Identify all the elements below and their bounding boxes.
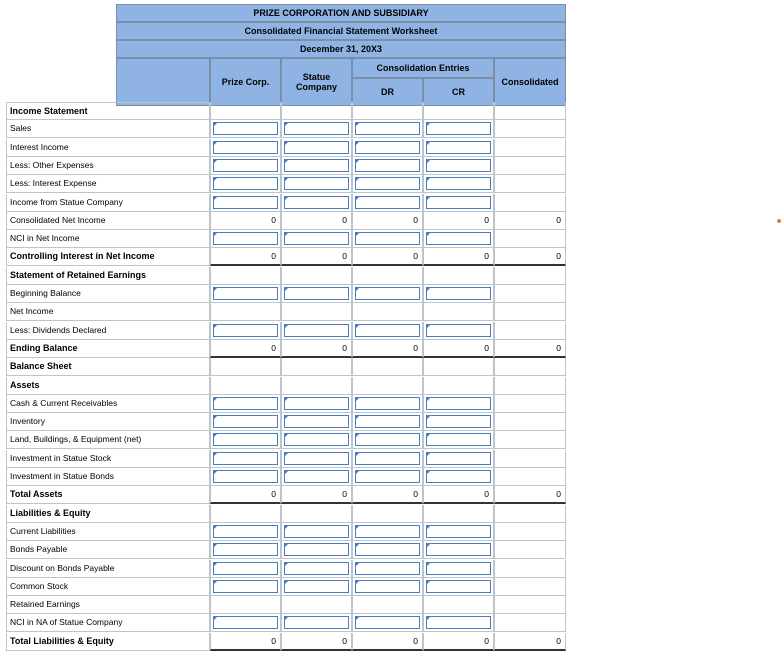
empty-cell-consolidated: [494, 560, 566, 578]
empty-cell-consolidated: [494, 541, 566, 559]
input-cell-cr[interactable]: [423, 395, 494, 413]
row-label: Net Income: [6, 303, 210, 321]
empty-cell-consolidated: [494, 578, 566, 596]
header-consolidated: Consolidated: [494, 58, 566, 106]
empty-cell-statue-company: [281, 596, 352, 614]
input-cell-dr[interactable]: [352, 468, 423, 486]
input-cell-statue-company[interactable]: [281, 578, 352, 596]
input-cell-cr[interactable]: [423, 431, 494, 449]
input-cell-dr[interactable]: [352, 431, 423, 449]
input-cell-prize-corp[interactable]: [210, 560, 281, 578]
input-cell-dr[interactable]: [352, 285, 423, 303]
input-cell-dr[interactable]: [352, 541, 423, 559]
row-label: Investment in Statue Bonds: [6, 468, 210, 486]
value-cell-dr: 0: [352, 248, 423, 266]
empty-cell-cr: [423, 358, 494, 376]
input-cell-dr[interactable]: [352, 578, 423, 596]
input-cell-statue-company[interactable]: [281, 175, 352, 193]
input-cell-statue-company[interactable]: [281, 194, 352, 212]
empty-cell-prize-corp: [210, 102, 281, 120]
input-cell-cr[interactable]: [423, 578, 494, 596]
value-cell-statue-company: 0: [281, 212, 352, 230]
input-cell-statue-company[interactable]: [281, 395, 352, 413]
row-label: Ending Balance: [6, 340, 210, 358]
row-label: Less: Other Expenses: [6, 157, 210, 175]
input-cell-dr[interactable]: [352, 523, 423, 541]
input-cell-cr[interactable]: [423, 450, 494, 468]
row-label: Current Liabilities: [6, 523, 210, 541]
value-cell-dr: 0: [352, 486, 423, 504]
row-label: Consolidated Net Income: [6, 212, 210, 230]
input-cell-dr[interactable]: [352, 194, 423, 212]
value-cell-cr: 0: [423, 633, 494, 651]
input-cell-dr[interactable]: [352, 413, 423, 431]
input-cell-prize-corp[interactable]: [210, 322, 281, 340]
value-cell-dr: 0: [352, 212, 423, 230]
empty-cell-prize-corp: [210, 377, 281, 395]
value-cell-dr: 0: [352, 340, 423, 358]
input-cell-statue-company[interactable]: [281, 230, 352, 248]
input-cell-statue-company[interactable]: [281, 431, 352, 449]
input-cell-statue-company[interactable]: [281, 450, 352, 468]
input-cell-cr[interactable]: [423, 157, 494, 175]
input-cell-prize-corp[interactable]: [210, 541, 281, 559]
worksheet-title: Consolidated Financial Statement Worksheet: [116, 22, 566, 40]
value-cell-consolidated: 0: [494, 212, 566, 230]
input-cell-prize-corp[interactable]: [210, 431, 281, 449]
value-cell-statue-company: 0: [281, 248, 352, 266]
empty-cell-cr: [423, 377, 494, 395]
row-label: Less: Dividends Declared: [6, 322, 210, 340]
input-cell-statue-company[interactable]: [281, 139, 352, 157]
row-label: Beginning Balance: [6, 285, 210, 303]
input-cell-cr[interactable]: [423, 194, 494, 212]
empty-cell-consolidated: [494, 596, 566, 614]
header-spacer-left: [116, 58, 210, 106]
value-cell-prize-corp: 0: [210, 633, 281, 651]
input-cell-prize-corp[interactable]: [210, 120, 281, 138]
empty-cell-consolidated: [494, 102, 566, 120]
empty-cell-dr: [352, 303, 423, 321]
empty-cell-cr: [423, 267, 494, 285]
empty-cell-consolidated: [494, 431, 566, 449]
input-cell-statue-company[interactable]: [281, 523, 352, 541]
empty-cell-consolidated: [494, 157, 566, 175]
input-cell-prize-corp[interactable]: [210, 395, 281, 413]
input-cell-cr[interactable]: [423, 541, 494, 559]
row-label: Statement of Retained Earnings: [6, 267, 210, 285]
value-cell-consolidated: 0: [494, 486, 566, 504]
empty-cell-consolidated: [494, 303, 566, 321]
value-cell-dr: 0: [352, 633, 423, 651]
header-cr: CR: [423, 78, 494, 106]
empty-cell-consolidated: [494, 230, 566, 248]
input-cell-dr[interactable]: [352, 139, 423, 157]
input-cell-prize-corp[interactable]: [210, 139, 281, 157]
input-cell-statue-company[interactable]: [281, 285, 352, 303]
empty-cell-consolidated: [494, 267, 566, 285]
input-cell-prize-corp[interactable]: [210, 157, 281, 175]
input-cell-statue-company[interactable]: [281, 157, 352, 175]
row-label: Bonds Payable: [6, 541, 210, 559]
input-cell-statue-company[interactable]: [281, 614, 352, 632]
input-cell-dr[interactable]: [352, 395, 423, 413]
empty-cell-consolidated: [494, 614, 566, 632]
input-cell-cr[interactable]: [423, 468, 494, 486]
empty-cell-cr: [423, 596, 494, 614]
value-cell-cr: 0: [423, 486, 494, 504]
empty-cell-consolidated: [494, 523, 566, 541]
empty-cell-consolidated: [494, 450, 566, 468]
empty-cell-dr: [352, 377, 423, 395]
value-cell-statue-company: 0: [281, 340, 352, 358]
empty-cell-dr: [352, 596, 423, 614]
row-label: Balance Sheet: [6, 358, 210, 376]
row-label: Common Stock: [6, 578, 210, 596]
input-cell-cr[interactable]: [423, 523, 494, 541]
input-cell-cr[interactable]: [423, 120, 494, 138]
input-cell-dr[interactable]: [352, 157, 423, 175]
value-cell-cr: 0: [423, 248, 494, 266]
empty-cell-prize-corp: [210, 303, 281, 321]
empty-cell-prize-corp: [210, 267, 281, 285]
empty-cell-consolidated: [494, 395, 566, 413]
empty-cell-prize-corp: [210, 596, 281, 614]
row-label: Income Statement: [6, 102, 210, 120]
input-cell-dr[interactable]: [352, 560, 423, 578]
empty-cell-statue-company: [281, 102, 352, 120]
empty-cell-statue-company: [281, 358, 352, 376]
input-cell-dr[interactable]: [352, 450, 423, 468]
input-cell-cr[interactable]: [423, 285, 494, 303]
value-cell-prize-corp: 0: [210, 340, 281, 358]
date-title: December 31, 20X3: [116, 40, 566, 58]
value-cell-prize-corp: 0: [210, 212, 281, 230]
empty-cell-consolidated: [494, 139, 566, 157]
input-cell-prize-corp[interactable]: [210, 450, 281, 468]
empty-cell-consolidated: [494, 194, 566, 212]
empty-cell-consolidated: [494, 285, 566, 303]
empty-cell-statue-company: [281, 267, 352, 285]
empty-cell-statue-company: [281, 377, 352, 395]
input-cell-prize-corp[interactable]: [210, 413, 281, 431]
value-cell-consolidated: 0: [494, 633, 566, 651]
row-label: Less: Interest Expense: [6, 175, 210, 193]
row-label: Income from Statue Company: [6, 194, 210, 212]
row-label: Discount on Bonds Payable: [6, 560, 210, 578]
empty-cell-dr: [352, 102, 423, 120]
empty-cell-consolidated: [494, 413, 566, 431]
header-prize-corp: Prize Corp.: [210, 58, 281, 106]
input-cell-cr[interactable]: [423, 322, 494, 340]
empty-cell-prize-corp: [210, 505, 281, 523]
value-cell-statue-company: 0: [281, 633, 352, 651]
row-label: Total Liabilities & Equity: [6, 633, 210, 651]
empty-cell-cr: [423, 505, 494, 523]
empty-cell-consolidated: [494, 120, 566, 138]
row-label: Interest Income: [6, 139, 210, 157]
header-statue-company: Statue Company: [281, 58, 352, 106]
value-cell-consolidated: 0: [494, 248, 566, 266]
input-cell-prize-corp[interactable]: [210, 523, 281, 541]
empty-cell-consolidated: [494, 505, 566, 523]
empty-cell-cr: [423, 102, 494, 120]
empty-cell-consolidated: [494, 358, 566, 376]
input-cell-statue-company[interactable]: [281, 541, 352, 559]
input-cell-prize-corp[interactable]: [210, 230, 281, 248]
input-cell-statue-company[interactable]: [281, 322, 352, 340]
row-label: Inventory: [6, 413, 210, 431]
input-cell-dr[interactable]: [352, 175, 423, 193]
input-cell-statue-company[interactable]: [281, 468, 352, 486]
input-cell-dr[interactable]: [352, 120, 423, 138]
row-label: Controlling Interest in Net Income: [6, 248, 210, 266]
input-cell-prize-corp[interactable]: [210, 285, 281, 303]
row-label: Sales: [6, 120, 210, 138]
input-cell-cr[interactable]: [423, 139, 494, 157]
row-label: Land, Buildings, & Equipment (net): [6, 431, 210, 449]
input-cell-cr[interactable]: [423, 560, 494, 578]
empty-cell-consolidated: [494, 175, 566, 193]
empty-cell-cr: [423, 303, 494, 321]
row-label: Retained Earnings: [6, 596, 210, 614]
input-cell-statue-company[interactable]: [281, 120, 352, 138]
empty-cell-prize-corp: [210, 358, 281, 376]
row-label: Investment in Statue Stock: [6, 450, 210, 468]
empty-cell-consolidated: [494, 322, 566, 340]
value-cell-cr: 0: [423, 212, 494, 230]
input-cell-prize-corp[interactable]: [210, 468, 281, 486]
input-cell-prize-corp[interactable]: [210, 175, 281, 193]
input-cell-prize-corp[interactable]: [210, 578, 281, 596]
input-cell-dr[interactable]: [352, 230, 423, 248]
empty-cell-consolidated: [494, 468, 566, 486]
input-cell-dr[interactable]: [352, 322, 423, 340]
input-cell-dr[interactable]: [352, 614, 423, 632]
empty-cell-dr: [352, 267, 423, 285]
status-dot: [777, 219, 781, 223]
input-cell-statue-company[interactable]: [281, 413, 352, 431]
row-label: Liabilities & Equity: [6, 505, 210, 523]
input-cell-cr[interactable]: [423, 614, 494, 632]
value-cell-prize-corp: 0: [210, 248, 281, 266]
row-label: Assets: [6, 377, 210, 395]
input-cell-cr[interactable]: [423, 413, 494, 431]
empty-cell-consolidated: [494, 377, 566, 395]
value-cell-consolidated: 0: [494, 340, 566, 358]
row-label: NCI in NA of Statue Company: [6, 614, 210, 632]
value-cell-statue-company: 0: [281, 486, 352, 504]
header-dr: DR: [352, 78, 423, 106]
input-cell-cr[interactable]: [423, 175, 494, 193]
input-cell-prize-corp[interactable]: [210, 614, 281, 632]
company-title: PRIZE CORPORATION AND SUBSIDIARY: [116, 4, 566, 22]
empty-cell-statue-company: [281, 303, 352, 321]
value-cell-prize-corp: 0: [210, 486, 281, 504]
empty-cell-dr: [352, 358, 423, 376]
row-label: NCI in Net Income: [6, 230, 210, 248]
input-cell-statue-company[interactable]: [281, 560, 352, 578]
empty-cell-statue-company: [281, 505, 352, 523]
value-cell-cr: 0: [423, 340, 494, 358]
row-label: Cash & Current Receivables: [6, 395, 210, 413]
input-cell-cr[interactable]: [423, 230, 494, 248]
input-cell-prize-corp[interactable]: [210, 194, 281, 212]
empty-cell-dr: [352, 505, 423, 523]
header-consolidation-entries: Consolidation Entries: [352, 58, 494, 78]
row-label: Total Assets: [6, 486, 210, 504]
